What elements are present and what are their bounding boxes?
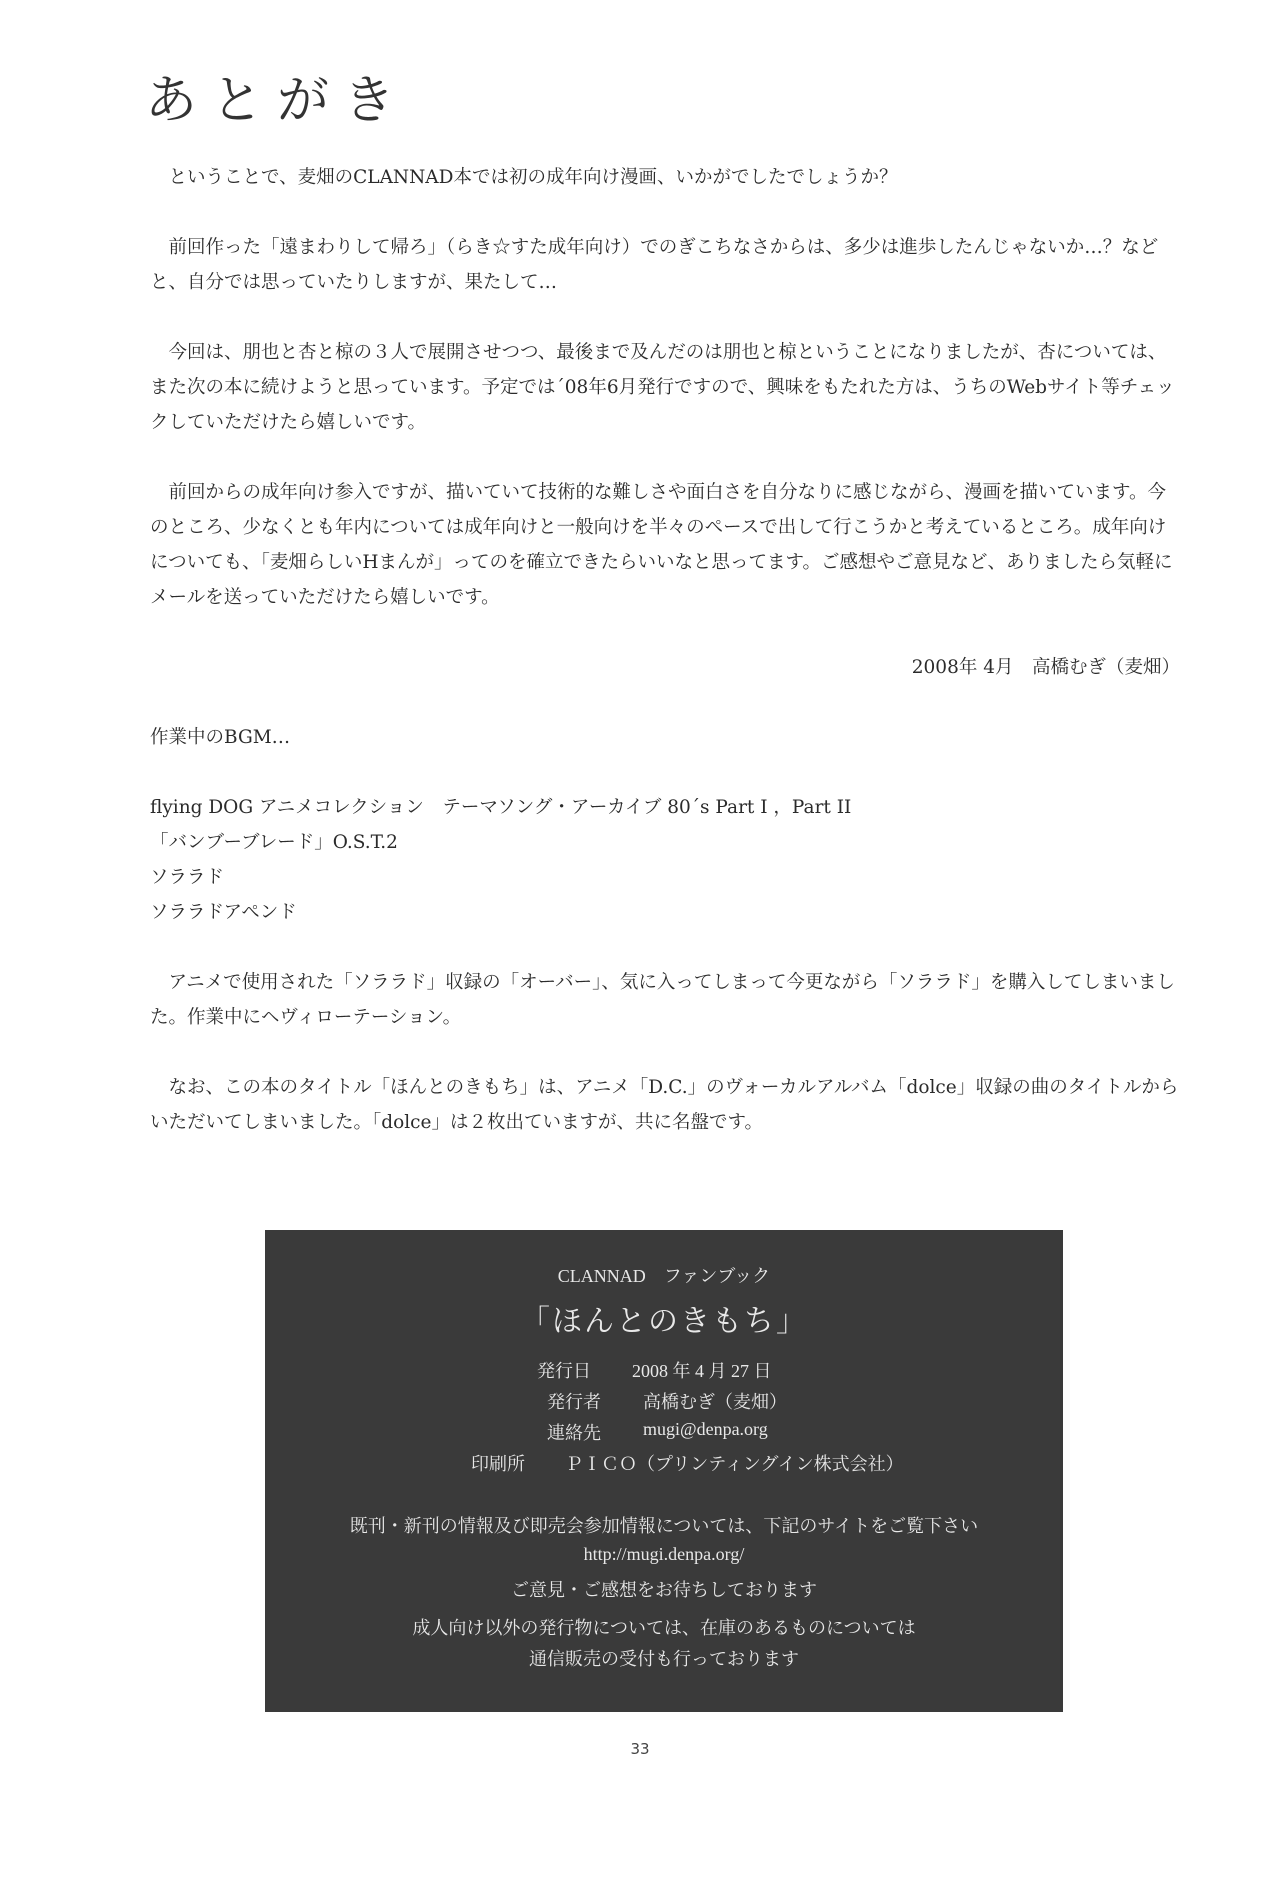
date-value: 2008 年 4 月 27 日 (632, 1361, 772, 1381)
bgm-item: ソララドアペンド (150, 902, 297, 923)
colophon-title: 「ほんとのきもち」 (520, 1305, 808, 1338)
paragraph-3: 今回は、朋也と杏と椋の３人で展開させつつ、最後まで及んだのは朋也と椋ということになりましたが、杏については、また次の本に続けようと思っています。予定では´08年6月発行ですので、興味をもたれた方は、うちのWebサイト等チェックしていただけたら嬉しいです。 (150, 342, 1175, 433)
paragraph-1: ということで、麦畑のCLANNAD本では初の成年向け漫画、いかがでしたでしょうか？ (168, 167, 898, 188)
bgm-heading: 作業中のBGM… (150, 727, 291, 748)
info-notice: 既刊・新刊の情報及び即売会参加情報については、下記のサイトをご覧下さい (349, 1516, 979, 1536)
paragraph-2: 前回作った「遠まわりして帰ろ」（らき☆すた成年向け）でのぎこちなさからは、多少は進歩したんじゃないか…？などと、自分では思っていたりしますが、果たして… (150, 237, 1159, 293)
contact-value: mugi@denpa.org (643, 1419, 768, 1439)
feedback-notice: ご意見・ご感想をお待ちしております (511, 1580, 817, 1600)
bgm-item: ソララド (150, 867, 225, 888)
paragraph-6: なお、この本のタイトル「ほんとのきもち」は、アニメ「D.C.」のヴォーカルアルバム「dolce」収録の曲のタイトルからいただいてしまいました。「dolce」は２枚出ていますが、共に名盤です。 (150, 1077, 1179, 1133)
bgm-list (150, 790, 1180, 930)
publisher-label: 発行者 (547, 1392, 601, 1412)
printer-label: 印刷所 (471, 1454, 525, 1474)
mail-order-notice-2: 通信販売の受付も行っております (529, 1649, 799, 1669)
page-heading: あとがき (145, 71, 410, 131)
page-number: 33 (630, 1740, 650, 1758)
contact-label: 連絡先 (547, 1423, 601, 1443)
site-url: http://mugi.denpa.org/ (583, 1544, 745, 1564)
afterword-body (150, 160, 1180, 1175)
paragraph-5: アニメで使用された「ソララド」収録の「オーバー」、気に入ってしまって今更ながら「ソララド」を購入してしまいました。作業中にヘヴィローテーション。 (150, 972, 1175, 1028)
signature: 2008年 4月 高橋むぎ（麦畑） (911, 657, 1180, 678)
colophon-box (265, 1230, 1063, 1712)
publisher-value: 高橋むぎ（麦畑） (643, 1392, 787, 1412)
date-label: 発行日 (537, 1361, 591, 1381)
colophon-series: CLANNAD ファンブック (557, 1266, 771, 1286)
paragraph-4: 前回からの成年向け参入ですが、描いていて技術的な難しさや面白さを自分なりに感じながら、漫画を描いています。今のところ、少なくとも年内については成年向けと一般向けを半々のペースで出して行こうかと考えているところ。成年向けについても、「麦畑らしいHまんが」ってのを確立できたらいいなと思ってます。ご感想やご意見など、ありましたら気軽にメールを送っていただけたら嬉しいです。 (150, 482, 1173, 608)
mail-order-notice-1: 成人向け以外の発行物については、在庫のあるものについては (412, 1618, 916, 1638)
printer-value: ＰＩＣＯ（プリンティングイン株式会社） (565, 1454, 904, 1474)
bgm-item: 「バンブーブレード」O.S.T.2 (150, 832, 398, 853)
bgm-item: flying DOG アニメコレクション テーマソング・アーカイブ 80´s Part I ，Part II (150, 797, 852, 818)
